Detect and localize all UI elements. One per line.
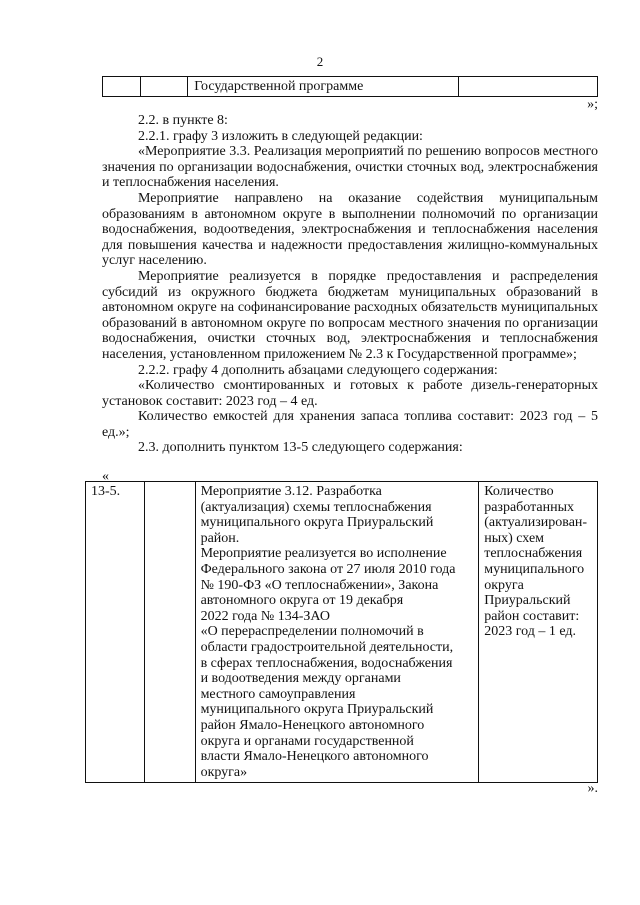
paragraph: Мероприятие направлено на оказание содействия муниципальным образованиям в автономном округе в выполнении полномочий по организации водоснабжения, водоотведения, электроснабжения и теплоснабжения населения для повышения качества и надежности предоставления жилищно-коммунальных услуг населению. bbox=[102, 190, 598, 269]
table-row bbox=[86, 482, 598, 783]
paragraph: Мероприятие реализуется в порядке предоставления и распределения субсидий из окружного бюджета бюджетам муниципальных образований в автономном округе на софинансирование расходных обязательств муниципальных образований в автономном округе по вопросам местного значения по организации водоснабжения, очистки сточных вод, электроснабжения и теплоснабжения населения, установленном приложением № 2.3 к Государственной программе»; bbox=[102, 268, 598, 362]
text-line: ных) схем bbox=[484, 530, 545, 546]
text-line: (актуализирован- bbox=[484, 515, 588, 531]
text-line: Мероприятие реализуется во исполнение bbox=[200, 546, 447, 562]
paragraph: 2.2. в пункте 8: bbox=[138, 113, 228, 128]
page-number: 2 bbox=[316, 54, 324, 69]
activity-table bbox=[85, 481, 598, 783]
text-line: муниципального bbox=[484, 561, 585, 577]
paragraph: 2.3. дополнить пунктом 13-5 следующего содержания: bbox=[138, 440, 463, 456]
indicator-cell bbox=[479, 482, 598, 783]
paragraph: 2.2.2. графу 4 дополнить абзацами следующего содержания: bbox=[138, 362, 498, 378]
text-line: разработанных bbox=[484, 499, 574, 515]
text-line: муниципального округа Приуральский bbox=[200, 702, 434, 718]
text-line: Федерального закона от 27 июля 2010 года bbox=[200, 561, 456, 577]
text-line: «О перераспределении полномочий в bbox=[200, 624, 424, 640]
text-line: автономного округа от 19 декабря bbox=[200, 593, 404, 609]
close-quote-bottom: ». bbox=[587, 781, 598, 796]
text-line: район. bbox=[200, 530, 240, 546]
paragraph: 2.2.1. графу 3 изложить в следующей редакции: bbox=[138, 128, 423, 144]
table-row bbox=[103, 77, 598, 97]
text-line: теплоснабжения bbox=[484, 546, 583, 562]
text-line: округа bbox=[484, 577, 524, 593]
text-line: власти Ямало-Ненецкого автономного bbox=[200, 749, 429, 765]
text-line: муниципального округа Приуральский bbox=[200, 515, 434, 531]
open-quote: « bbox=[102, 469, 109, 484]
activity-description-cell bbox=[195, 482, 479, 783]
text-line: и водоотведения между органами bbox=[200, 671, 401, 687]
text-line: № 190-ФЗ «О теплоснабжении», Закона bbox=[200, 577, 439, 593]
top-table-fragment bbox=[102, 76, 598, 97]
text-line: местного самоуправления bbox=[200, 686, 356, 702]
table-cell-empty bbox=[145, 482, 195, 783]
text-line: 2023 год – 1 ед. bbox=[484, 624, 576, 640]
text-line: округа и органами государственной bbox=[200, 733, 414, 749]
table-cell-empty bbox=[459, 77, 598, 97]
row-number-cell: 13-5. bbox=[86, 482, 145, 783]
paragraph: Количество емкостей для хранения запаса топлива составит: 2023 год – 5 ед.»; bbox=[102, 409, 598, 440]
text-line: округа» bbox=[200, 764, 248, 780]
close-quote-top: »; bbox=[587, 97, 598, 112]
text-line: (актуализация) схемы теплоснабжения bbox=[200, 499, 432, 515]
text-line: Приуральский bbox=[484, 593, 571, 609]
paragraph: «Количество смонтированных и готовых к работе дизель-генераторных установок составит: 2023 год – 4 ед. bbox=[102, 378, 598, 409]
text-line: 2022 года № 134-ЗАО bbox=[200, 608, 330, 624]
text-line: области градостроительной деятельности, bbox=[200, 639, 454, 655]
text-line: в сферах теплоснабжения, водоснабжения bbox=[200, 655, 453, 671]
text-line: Мероприятие 3.12. Разработка bbox=[200, 484, 382, 499]
paragraph: «Мероприятие 3.3. Реализация мероприятий по решению вопросов местного значения по организации водоснабжения, очистки сточных вод, электроснабжения и теплоснабжения населения. bbox=[102, 144, 598, 191]
table-cell-empty bbox=[140, 77, 188, 97]
body-text bbox=[102, 113, 598, 456]
table-cell-empty bbox=[103, 77, 141, 97]
table-cell-text: Государственной программе bbox=[188, 77, 459, 97]
text-line: район составит: bbox=[484, 608, 580, 624]
text-line: Количество bbox=[484, 484, 554, 499]
text-line: район Ямало-Ненецкого автономного bbox=[200, 717, 425, 733]
